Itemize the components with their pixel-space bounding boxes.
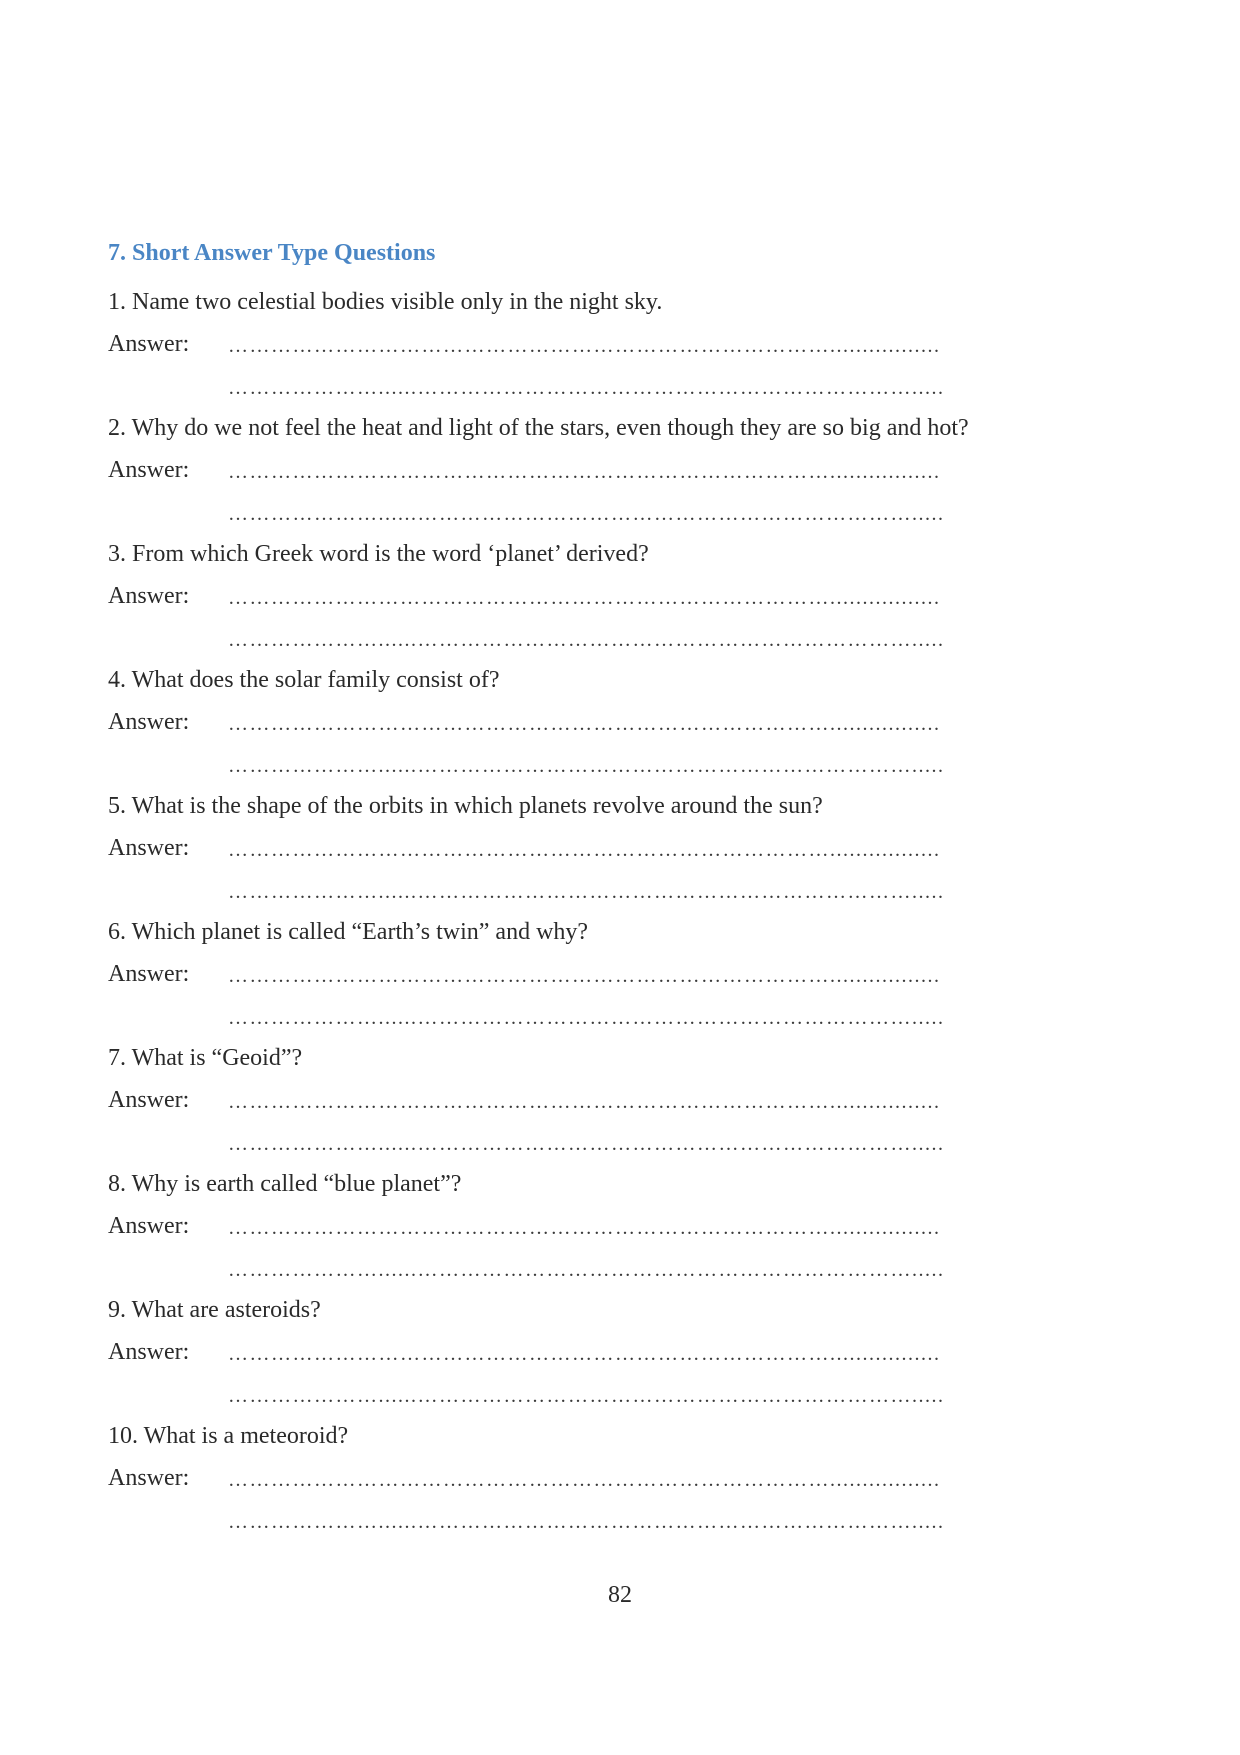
answer-line[interactable]: …………………………………………………………………………................. (228, 713, 941, 735)
question-item (108, 916, 1048, 1042)
answer-label: Answer: (108, 331, 190, 357)
answer-line[interactable]: …………………......……………………………………………………………..... (228, 1259, 945, 1281)
answer-label: Answer: (108, 961, 190, 987)
answer-line[interactable]: …………………......……………………………………………………………..... (228, 629, 945, 651)
answer-line[interactable]: …………………………………………………………………………................. (228, 1091, 941, 1113)
answer-line[interactable]: …………………………………………………………………………................. (228, 587, 941, 609)
question-text: 3. From which Greek word is the word ‘planet’ derived? (108, 541, 649, 567)
answer-line[interactable]: …………………………………………………………………………................. (228, 1469, 941, 1491)
question-list (108, 286, 1048, 1546)
answer-label: Answer: (108, 835, 190, 861)
question-item (108, 664, 1048, 790)
answer-label: Answer: (108, 583, 190, 609)
answer-line[interactable]: …………………......……………………………………………………………..... (228, 377, 945, 399)
answer-line[interactable]: …………………………………………………………………………................. (228, 839, 941, 861)
answer-label: Answer: (108, 709, 190, 735)
answer-label: Answer: (108, 1465, 190, 1491)
question-item (108, 1042, 1048, 1168)
answer-line[interactable]: …………………………………………………………………………................. (228, 1217, 941, 1239)
answer-line[interactable]: …………………………………………………………………………................. (228, 965, 941, 987)
question-text: 10. What is a meteoroid? (108, 1423, 349, 1449)
question-text: 9. What are asteroids? (108, 1297, 321, 1323)
question-text: 8. Why is earth called “blue planet”? (108, 1171, 462, 1197)
answer-label: Answer: (108, 1339, 190, 1365)
question-text: 2. Why do we not feel the heat and light of the stars, even though they are so big and hot? (108, 415, 969, 441)
question-item (108, 412, 1048, 538)
answer-line[interactable]: …………………………………………………………………………................. (228, 461, 941, 483)
question-item (108, 1294, 1048, 1420)
answer-line[interactable]: …………………......……………………………………………………………..... (228, 1385, 945, 1407)
question-item (108, 538, 1048, 664)
question-text: 1. Name two celestial bodies visible only in the night sky. (108, 289, 663, 315)
answer-label: Answer: (108, 1087, 190, 1113)
answer-line[interactable]: …………………......……………………………………………………………..... (228, 1007, 945, 1029)
question-item (108, 286, 1048, 412)
answer-line[interactable]: …………………………………………………………………………................. (228, 335, 941, 357)
answer-label: Answer: (108, 1213, 190, 1239)
question-text: 4. What does the solar family consist of? (108, 667, 500, 693)
question-item (108, 790, 1048, 916)
question-item (108, 1420, 1048, 1546)
answer-line[interactable]: …………………......……………………………………………………………..... (228, 1133, 945, 1155)
question-item (108, 1168, 1048, 1294)
question-text: 5. What is the shape of the orbits in which planets revolve around the sun? (108, 793, 823, 819)
section-title: 7. Short Answer Type Questions (108, 240, 436, 266)
question-text: 7. What is “Geoid”? (108, 1045, 303, 1071)
answer-line[interactable]: …………………......……………………………………………………………..... (228, 881, 945, 903)
answer-line[interactable]: …………………………………………………………………………................. (228, 1343, 941, 1365)
answer-line[interactable]: …………………......……………………………………………………………..... (228, 755, 945, 777)
answer-label: Answer: (108, 457, 190, 483)
answer-line[interactable]: …………………......……………………………………………………………..... (228, 503, 945, 525)
answer-line[interactable]: …………………......……………………………………………………………..... (228, 1511, 945, 1533)
page-number: 82 (608, 1582, 632, 1608)
question-text: 6. Which planet is called “Earth’s twin” and why? (108, 919, 589, 945)
